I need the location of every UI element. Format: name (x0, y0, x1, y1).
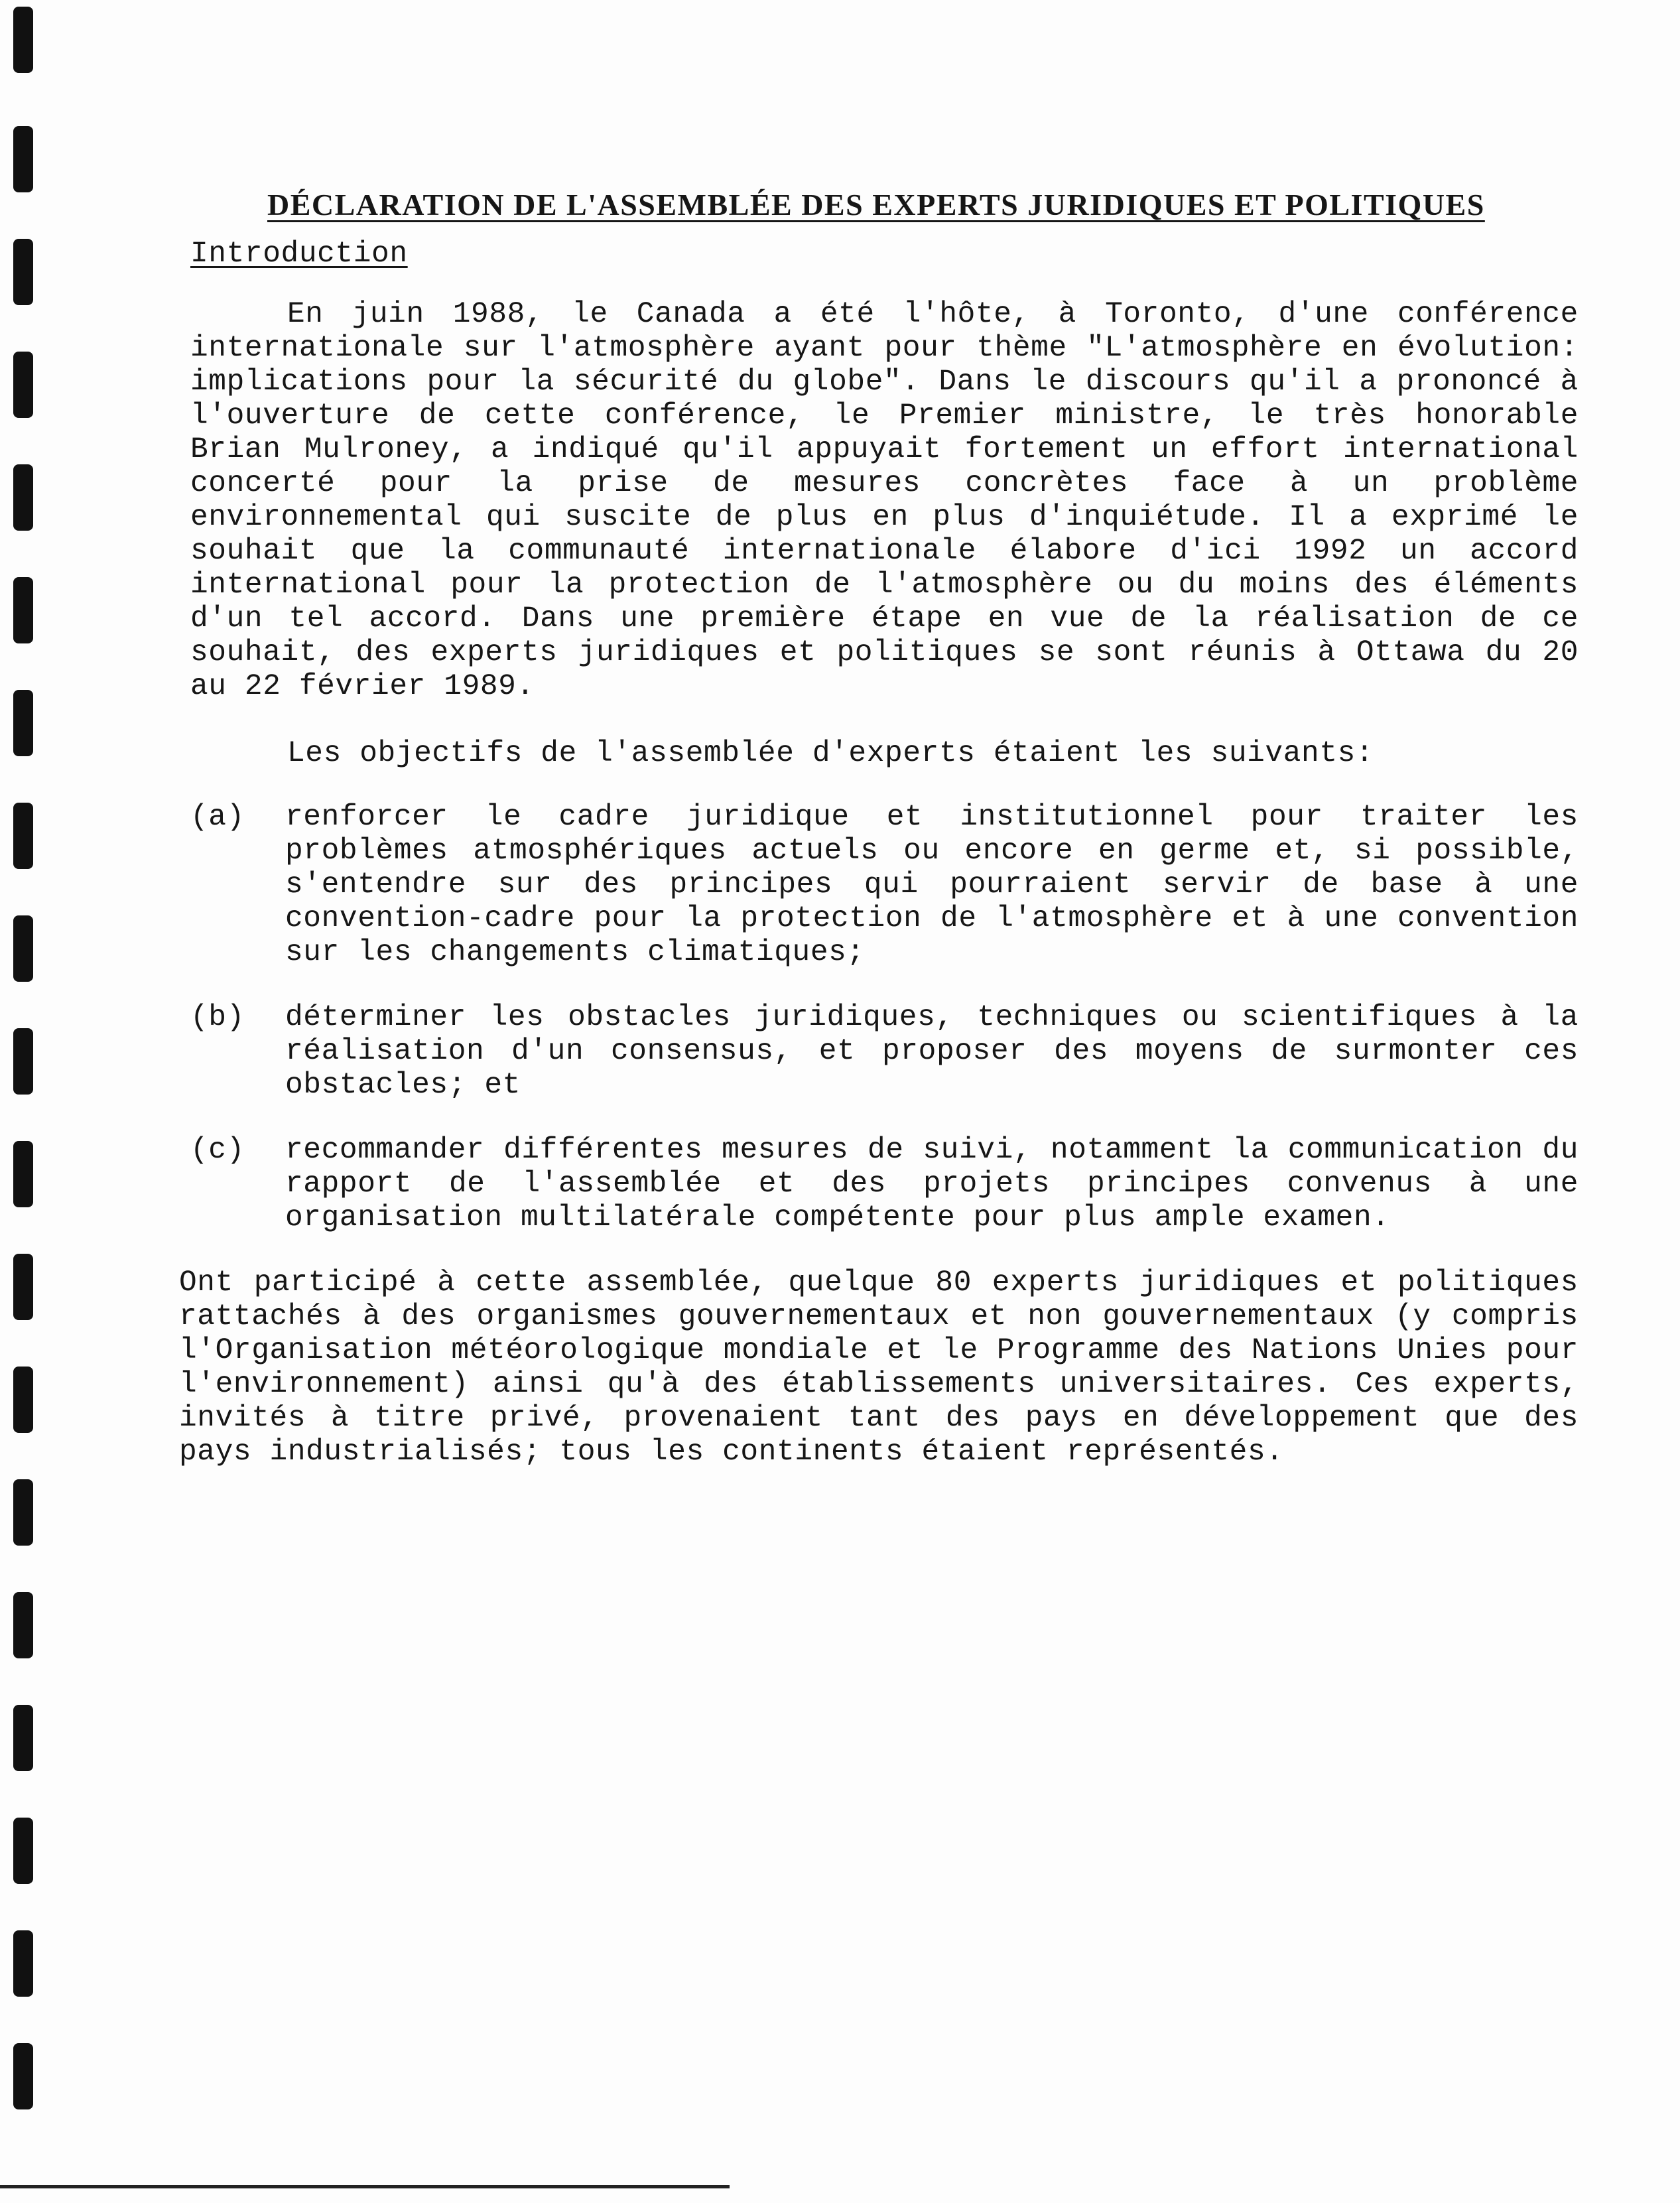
intro-paragraph: En juin 1988, le Canada a été l'hôte, à Toronto, d'une conférence internationale sur l'atmosphère ayant pour thème "L'atmosphère en évolution: implications pour la sécurité du globe". Dans le discours qu'il a prononcé à l'ouverture de cette conférence, le Premier ministre, le très honorable Brian Mulroney, a indiqué qu'il appuyait fortement un effort international concerté pour la prise de mesures concrètes face à un problème environnemental qui suscite de plus en plus d'inquiétude. Il a exprimé le souhait que la communauté internationale élabore d'ici 1992 un accord international pour la protection de l'atmosphère ou du moins des éléments d'un tel accord. Dans une première étape en vue de la réalisation de ce souhait, des experts juridiques et politiques se sont réunis à Ottawa du 20 au 22 février 1989. (190, 298, 1579, 703)
binding-hole (13, 1930, 33, 1997)
list-item-text: renforcer le cadre juridique et institutionnel pour traiter les problèmes atmosphériques actuels ou encore en germe et, si possible, s'entendre sur des principes qui pourraient servir de base à une convention-cadre pour la protection de l'atmosphère et à une convention sur les changements climatiques; (285, 801, 1579, 969)
binding-hole (13, 803, 33, 869)
list-item (190, 801, 1579, 970)
objectives-list (190, 801, 1579, 1235)
participants-paragraph: Ont participé à cette assemblée, quelque 80 experts juridiques et politiques rattachés à des organismes gouvernementaux et non gouvernementaux (y compris l'Organisation météorologique mondiale et le Programme des Nations Unies pour l'environnement) ainsi qu'à des établissements universitaires. Ces experts, invités à titre privé, provenaient tant des pays en développement que des pays industrialisés; tous les continents étaient représentés. (179, 1266, 1579, 1469)
binding-hole (13, 690, 33, 756)
objectives-lead-paragraph: Les objectifs de l'assemblée d'experts étaient les suivants: (287, 737, 1374, 770)
binding-hole (13, 915, 33, 982)
binding-hole (13, 239, 33, 305)
binding-hole (13, 1705, 33, 1771)
binding-hole (13, 126, 33, 192)
binding-hole (13, 352, 33, 418)
document-title: DÉCLARATION DE L'ASSEMBLÉE DES EXPERTS JURIDIQUES ET POLITIQUES (267, 188, 1485, 222)
list-item-text: déterminer les obstacles juridiques, techniques ou scientifiques à la réalisation d'un consensus, et proposer des moyens de surmonter ces obstacles; et (285, 1001, 1579, 1102)
list-item-label: (a) (190, 801, 245, 834)
binding-hole (13, 1367, 33, 1433)
list-item-label: (b) (190, 1001, 245, 1034)
binding-hole (13, 7, 33, 73)
section-heading-introduction: Introduction (190, 237, 408, 271)
binding-hole (13, 1028, 33, 1095)
list-item-text: recommander différentes mesures de suivi, notamment la communication du rapport de l'assemblée et des projets principes convenus à une organisation multilatérale compétente pour plus ample examen. (285, 1134, 1579, 1235)
binding-holes (13, 0, 53, 2203)
list-item (190, 1134, 1579, 1235)
list-item-label: (c) (190, 1134, 245, 1167)
binding-hole (13, 2043, 33, 2109)
bottom-rule (0, 2185, 730, 2188)
list-item (190, 1001, 1579, 1102)
binding-hole (13, 1479, 33, 1546)
binding-hole (13, 1818, 33, 1884)
binding-hole (13, 1141, 33, 1207)
binding-hole (13, 464, 33, 531)
binding-hole (13, 1254, 33, 1320)
binding-hole (13, 577, 33, 643)
document-body (179, 186, 1579, 1469)
binding-hole (13, 1592, 33, 1658)
